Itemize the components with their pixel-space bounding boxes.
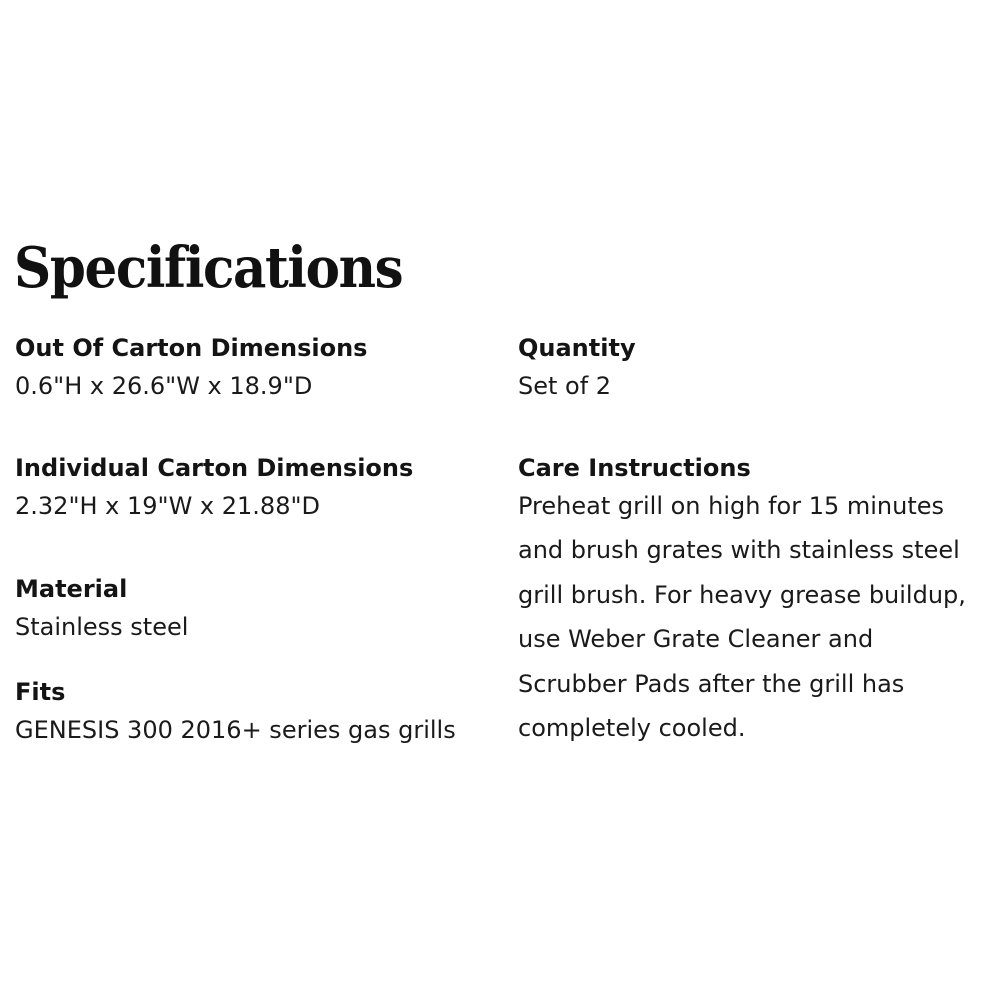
spec-individual-carton-dimensions xyxy=(15,452,413,528)
spec-material xyxy=(15,573,188,649)
spec-value: GENESIS 300 2016+ series gas grills xyxy=(15,716,456,744)
spec-fits xyxy=(15,676,456,752)
spec-value-line: Scrubber Pads after the grill has xyxy=(518,669,905,698)
spec-value-line: and brush grates with stainless steel xyxy=(518,536,960,565)
spec-value-line: Preheat grill on high for 15 minutes xyxy=(518,492,945,520)
spec-value-line: use Weber Grate Cleaner and xyxy=(518,625,874,654)
spec-label: Material xyxy=(15,575,128,603)
spec-care-instructions xyxy=(518,452,998,750)
spec-label: Out Of Carton Dimensions xyxy=(15,334,368,362)
spec-label: Care Instructions xyxy=(518,454,751,482)
spec-value: 0.6"H x 26.6"W x 18.9"D xyxy=(15,372,313,400)
spec-label: Fits xyxy=(15,678,66,706)
spec-value: Set of 2 xyxy=(518,372,612,400)
spec-label: Individual Carton Dimensions xyxy=(15,454,414,482)
spec-out-of-carton-dimensions xyxy=(15,332,367,408)
spec-label: Quantity xyxy=(518,334,636,362)
page-title: Specifications xyxy=(14,235,403,301)
spec-value: 2.32"H x 19"W x 21.88"D xyxy=(15,492,320,520)
spec-value-line: grill brush. For heavy grease buildup, xyxy=(518,580,966,609)
spec-value: Stainless steel xyxy=(15,613,189,641)
spec-quantity xyxy=(518,332,636,408)
spec-value-line: completely cooled. xyxy=(518,714,746,743)
